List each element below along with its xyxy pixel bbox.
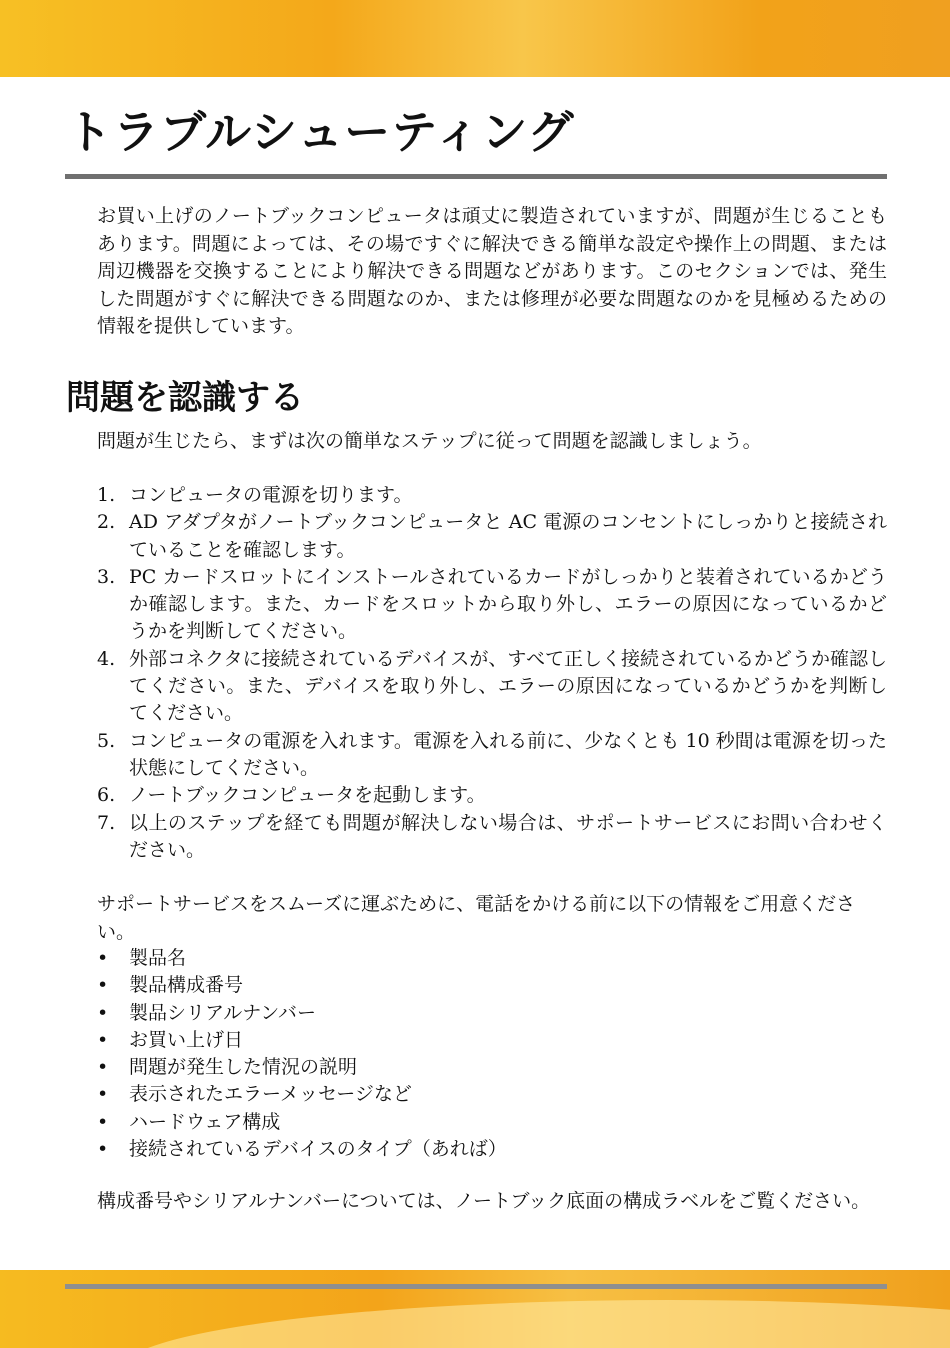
list-item-text: 問題が発生した情況の説明 [129,1056,358,1079]
bullet-icon: • [97,1110,109,1133]
config-label-note: 構成番号やシリアルナンバーについては、ノートブック底面の構成ラベルをご覧ください。 [97,1190,871,1212]
step-item [97,810,887,865]
list-item-text: 製品構成番号 [129,974,244,997]
step-text: AD アダプタがノートブックコンピュータと AC 電源のコンセントにしっかりと接続されていることを確認します。 [129,511,887,561]
list-item [97,1027,887,1054]
step-item [97,509,887,564]
bullet-icon: • [97,947,109,969]
page-title: トラブルシューティング [66,105,575,159]
top-banner [0,0,950,77]
bullet-icon: • [97,1028,109,1051]
list-item-text: ハードウェア構成 [129,1110,281,1133]
list-item-text: 製品名 [129,947,187,969]
intro-paragraph: お買い上げのノートブックコンピュータは頑丈に製造されていますが、問題が生じることもあります。問題によっては、その場ですぐに解決できる簡単な設定や操作上の問題、または周辺機器を交換することにより解決できる問題などがあります。このセクションでは、発生した問題がすぐに解決できる問題なのか、または修理が必要な問題なのかを見極めるための情報を提供しています。 [97,205,887,337]
list-item [97,1054,887,1081]
step-text: コンピュータの電源を入れます。電源を入れる前に、少なくとも 10 秒間は電源を切った状態にしてください。 [129,729,887,779]
step-number: 4. [97,647,116,670]
banner-swoosh [120,1300,950,1348]
support-info-list [97,945,887,1163]
list-item [97,1109,887,1136]
list-item-text: 表示されたエラーメッセージなど [129,1083,412,1106]
step-number: 1. [97,484,116,506]
bullet-icon: • [97,974,109,997]
step-number: 7. [97,811,116,834]
section-heading: 問題を認識する [66,378,304,418]
step-text: 以上のステップを経ても問題が解決しない場合は、サポートサービスにお問い合わせください。 [129,811,887,861]
list-item [97,972,887,999]
title-divider [65,174,887,179]
bottom-banner [0,1270,950,1348]
support-paragraph: サポートサービスをスムーズに運ぶために、電話をかける前に以下の情報をご用意ください。 [97,893,856,943]
step-text: PC カードスロットにインストールされているカードがしっかりと装着されているかどうか確認します。また、カードをスロットから取り外し、エラーの原因になっているかどうかを判断してください。 [129,565,887,643]
bullet-icon: • [97,1001,109,1024]
step-text: ノートブックコンピュータを起動します。 [129,784,486,807]
list-item-text: 製品シリアルナンバー [129,1001,316,1024]
steps-list [97,482,887,864]
section-lead: 問題が生じたら、まずは次の簡単なステップに従って問題を認識しましょう。 [97,430,762,452]
step-number: 6. [97,784,116,807]
footer-divider [65,1284,887,1289]
bullet-icon: • [97,1083,109,1106]
list-item [97,945,887,972]
step-number: 5. [97,729,116,752]
bullet-icon: • [97,1138,109,1161]
step-number: 2. [97,511,116,534]
list-item [97,1081,887,1108]
step-item [97,782,887,809]
step-item [97,646,887,728]
list-item-text: お買い上げ日 [129,1028,244,1051]
step-text: コンピュータの電源を切ります。 [129,484,413,506]
list-item [97,1000,887,1027]
step-item [97,564,887,646]
bullet-icon: • [97,1056,109,1079]
list-item [97,1136,887,1163]
list-item-text: 接続されているデバイスのタイプ（あれば） [129,1138,507,1161]
step-item [97,482,887,509]
step-item [97,728,887,783]
step-number: 3. [97,565,116,588]
step-text: 外部コネクタに接続されているデバイスが、すべて正しく接続されているかどうか確認してください。また、デバイスを取り外し、エラーの原因になっているかどうかを判断してください。 [129,647,887,725]
